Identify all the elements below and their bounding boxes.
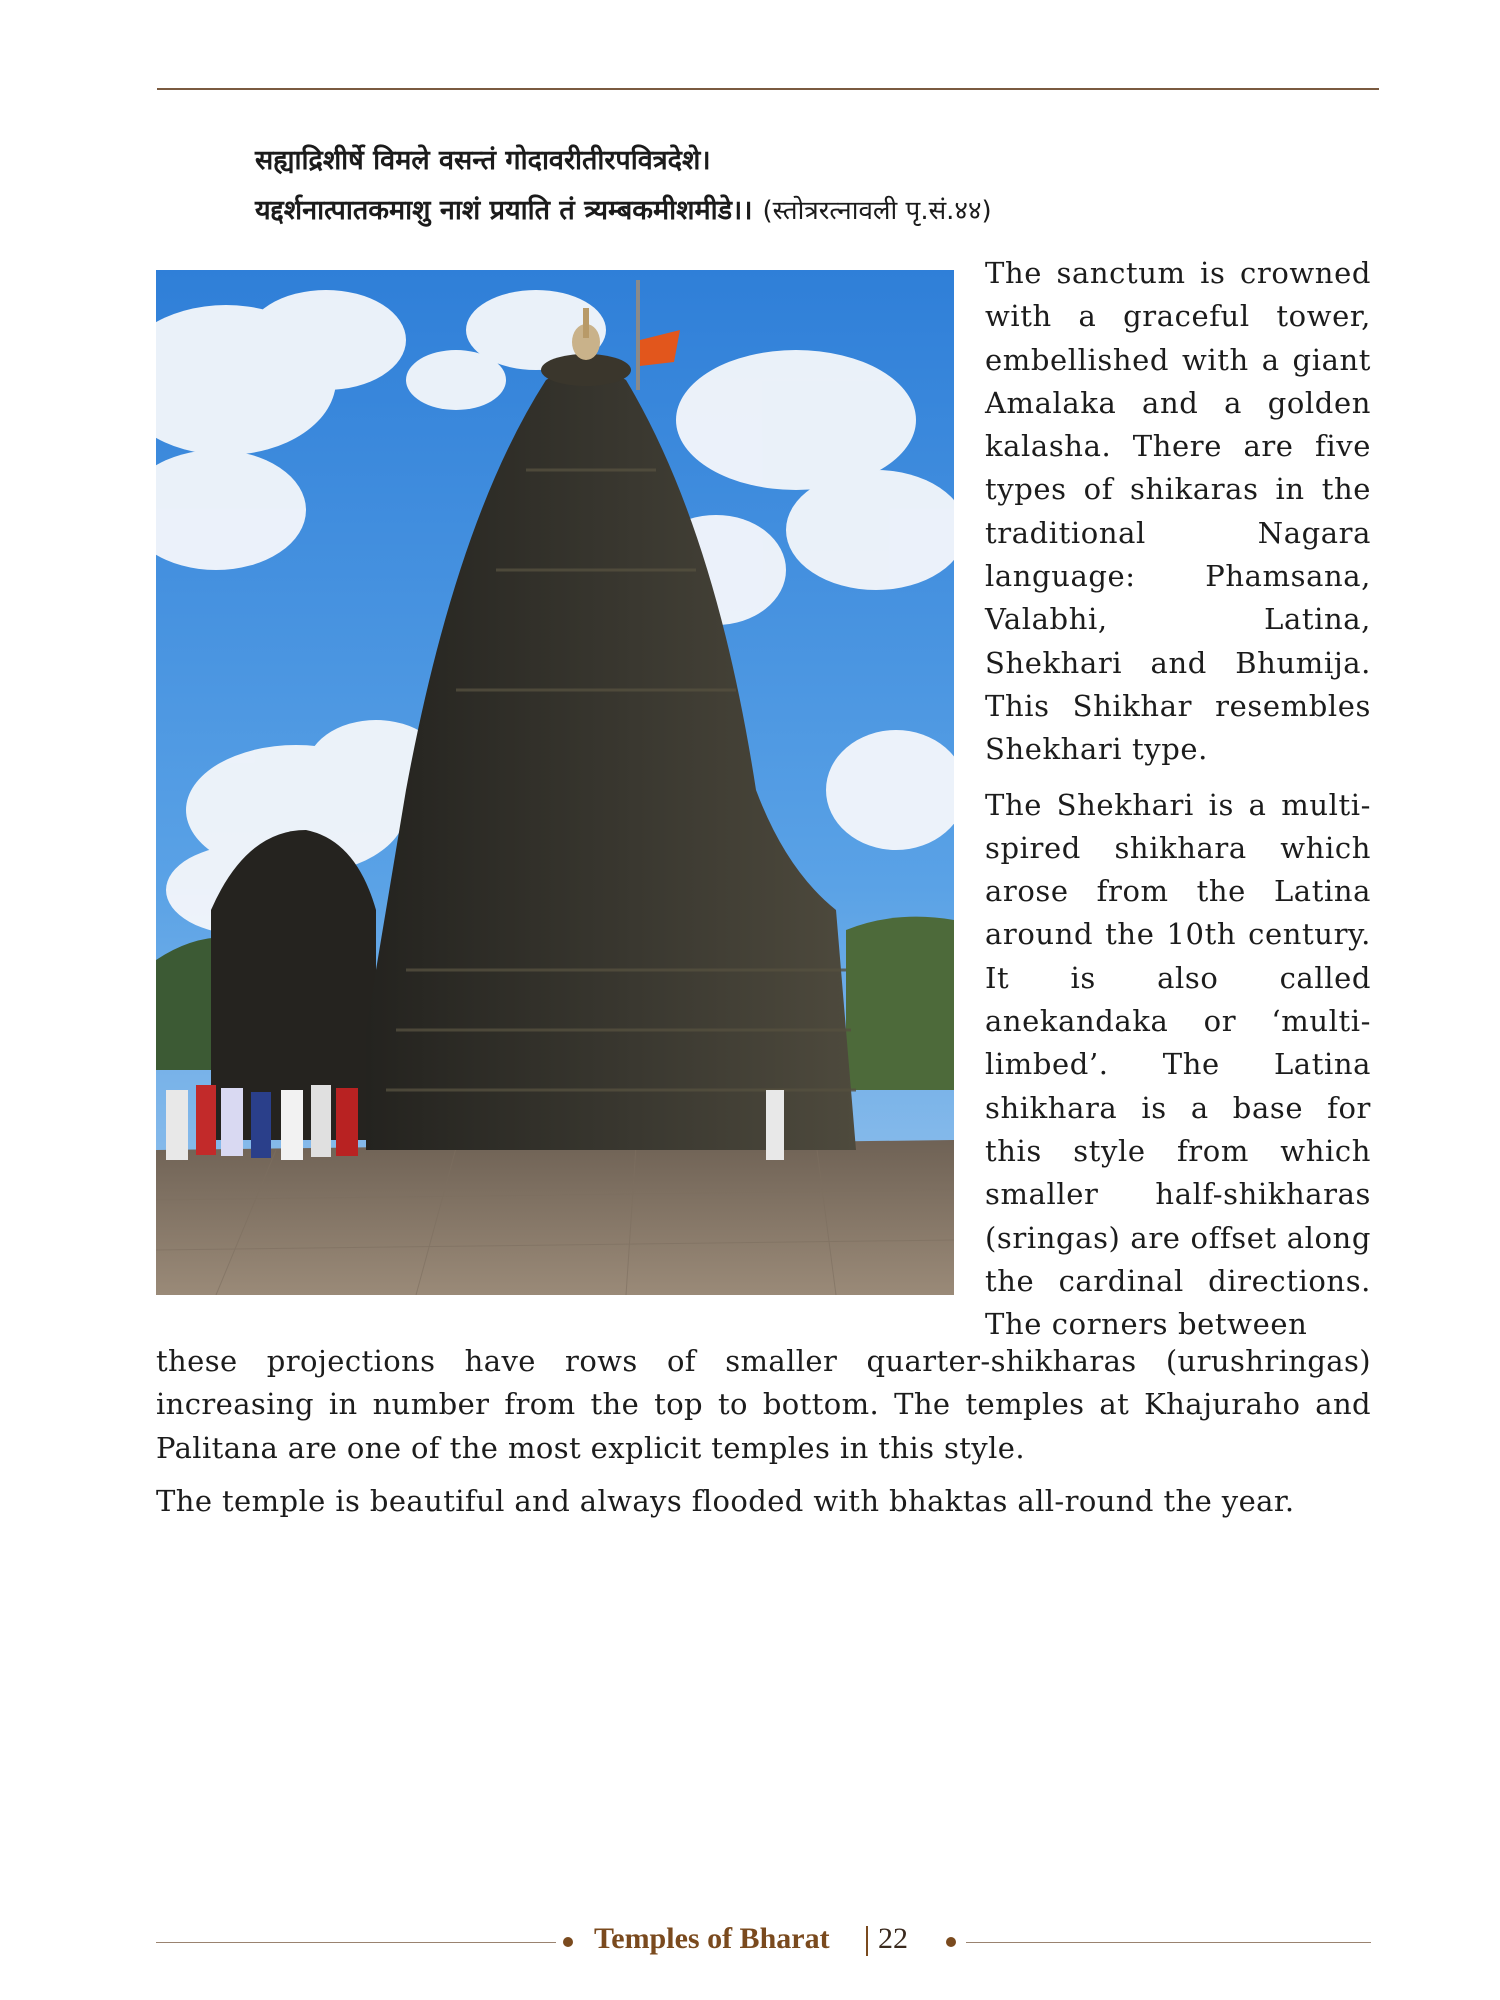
footer-rule-right [966, 1942, 1371, 1943]
temple-photo-illustration [156, 270, 954, 1295]
paragraph-shekhari-continued: these projections have rows of smaller quarter-shikharas (urushringas) increasing in number from the top to bottom. The temples at Khajuraho and Palitana are one of the most explicit temples in this style. [156, 1344, 1371, 1465]
sanskrit-verse-line-1 [255, 140, 1255, 177]
footer-rule-left [156, 1942, 556, 1943]
sanskrit-verse-line-2 [255, 190, 1255, 227]
paragraph-bhaktas: The temple is beautiful and always flooded with bhaktas all-round the year. [156, 1483, 1295, 1518]
footer-separator [866, 1926, 868, 1956]
verse-citation: (स्तोत्ररत्नावली पृ.सं.४४) [762, 196, 992, 226]
paragraph-sanctum: The sanctum is crowned with a graceful tower, embellished with a giant Amalaka and a golden kalasha. There are five types of shikaras in the traditional Nagara language: Phamsana, Valabhi, Latina, Shekhari and Bhumija. This Shikhar resembles Shekhari type. [985, 256, 1371, 767]
page-footer [156, 1922, 1371, 1962]
temple-photo [156, 270, 954, 1295]
page-number: 22 [878, 1922, 908, 1955]
footer-bullet-left [563, 1937, 573, 1947]
side-text-column [985, 252, 1371, 1358]
full-width-text [156, 1340, 1371, 1533]
verse-line-1-text: सह्याद्रिशीर्षे विमले वसन्तं गोदावरीतीरपवित्रदेशे। [255, 145, 711, 176]
paragraph-shekhari: The Shekhari is a multi-spired shikhara which arose from the Latina around the 10th century. It is also called anekandaka or ‘multi-limbed’. The Latina shikhara is a base for this style from which smaller half-shikharas (sringas) are offset along the cardinal directions. The corners between [985, 787, 1371, 1342]
footer-bullet-right [946, 1937, 956, 1947]
header-rule [157, 88, 1379, 90]
verse-line-2-text: यद्दर्शनात्पातकमाशु नाशं प्रयाति तं त्र्यम्बकमीशमीडे।। [255, 195, 753, 226]
footer-book-title: Temples of Bharat [594, 1922, 830, 1955]
